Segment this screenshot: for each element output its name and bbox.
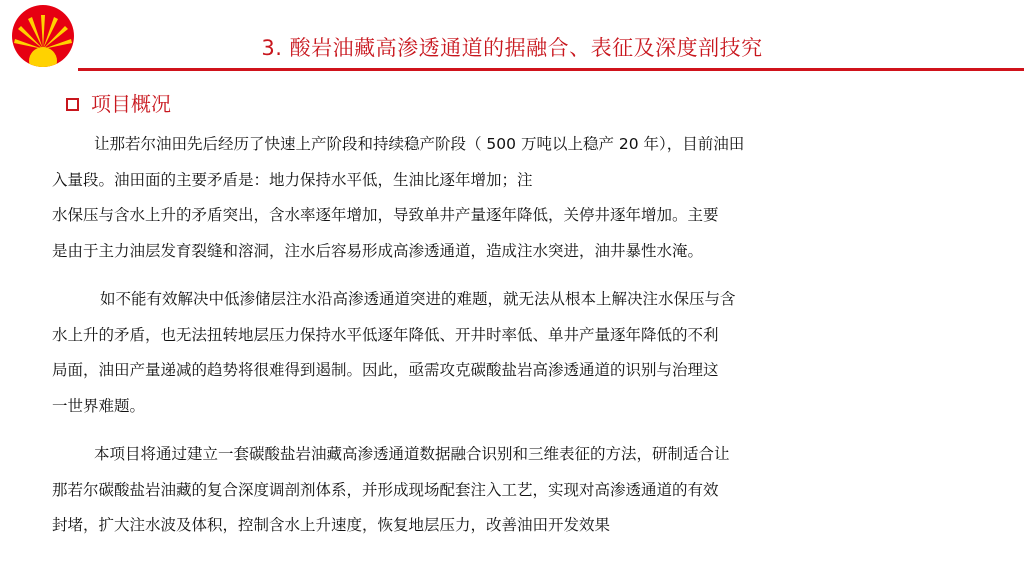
- paragraph-line: 本项目将通过建立一套碳酸盐岩油藏高渗透通道数据融合识别和三维表征的方法，研制适合让: [94, 445, 730, 463]
- paragraph-line: 局面，油田产量递减的趋势将很难得到遏制。因此，亟需攻克碳酸盐岩高渗透通道的识别与治理这: [52, 361, 719, 379]
- paragraph-2: [52, 282, 982, 424]
- paragraph-line: 封堵，扩大注水波及体积，控制含水上升速度，恢复地层压力，改善油田开发效果: [52, 516, 611, 534]
- checkbox-bullet-icon: [66, 98, 79, 111]
- paragraph-line: 让那若尔油田先后经历了快速上产阶段和持续稳产阶段（ 500 万吨以上稳产 20 年），目前油田: [94, 135, 745, 153]
- paragraph-line: 如不能有效解决中低渗储层注水沿高渗透通道突进的难题，就无法从根本上解决注水保压与含: [100, 290, 736, 308]
- slide-title: 3. 酸岩油藏高渗透通道的据融合、表征及深度剖技究: [261, 36, 763, 60]
- paragraph-3: [52, 437, 982, 544]
- paragraph-line: 一世界难题。: [52, 396, 146, 415]
- paragraph-line: 入量段。油田面的主要矛盾是：地力保持水平低，生油比逐年增加；注: [52, 170, 533, 189]
- paragraph-line: 水保压与含水上升的矛盾突出，含水率逐年增加，导致单井产量逐年降低，关停井逐年增加。主要: [52, 206, 719, 224]
- paragraph-line: 水上升的矛盾，也无法扭转地层压力保持水平低逐年降低、开井时率低、单井产量逐年降低的不利: [52, 325, 719, 344]
- section-heading: [66, 91, 171, 117]
- paragraph-1: [52, 127, 982, 269]
- section-title: 项目概况: [91, 92, 171, 116]
- paragraph-line: 那若尔碳酸盐岩油藏的复合深度调剖剂体系，并形成现场配套注入工艺，实现对高渗透通道的有效: [52, 480, 719, 499]
- paragraph-line: 是由于主力油层发育裂缝和溶洞，注水后容易形成高渗透通道，造成注水突进，油井暴性水淹。: [52, 241, 704, 260]
- title-divider: [78, 68, 1024, 71]
